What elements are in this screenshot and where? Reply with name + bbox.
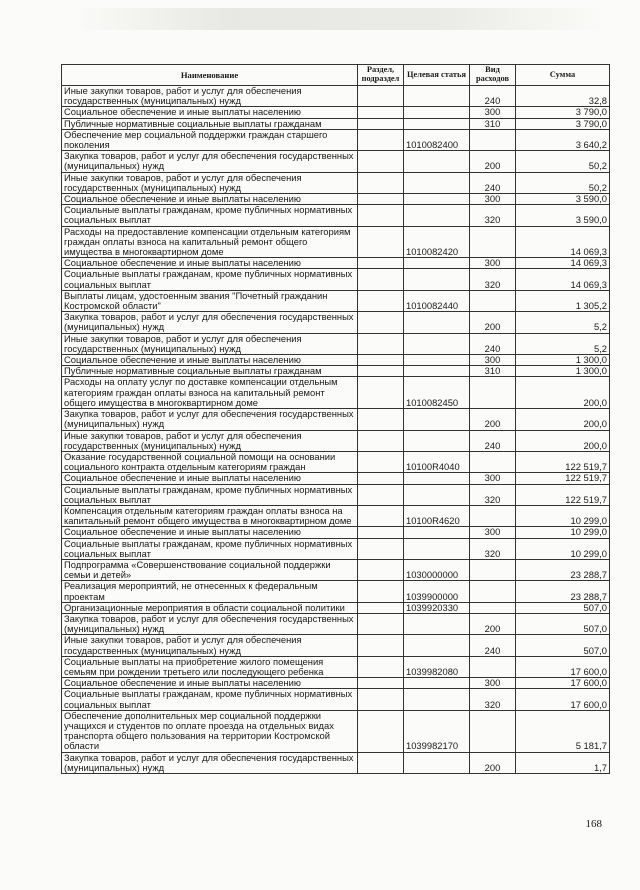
row-kind: 240	[470, 430, 516, 451]
row-kind: 240	[470, 172, 516, 193]
row-section	[358, 118, 404, 129]
row-kind	[470, 226, 516, 258]
row-name: Иные закупки товаров, работ и услуг для обеспечения государственных (муниципальных) нужд	[62, 86, 358, 107]
row-section	[358, 129, 404, 150]
row-sum: 17 600,0	[516, 678, 610, 689]
row-section	[358, 107, 404, 118]
row-kind: 300	[470, 473, 516, 484]
table-row	[62, 451, 610, 472]
row-article	[404, 333, 470, 354]
row-sum: 32,8	[516, 86, 610, 107]
row-article	[404, 366, 470, 377]
row-kind: 310	[470, 118, 516, 129]
table-row	[62, 118, 610, 129]
table-row	[62, 559, 610, 580]
row-name: Закупка товаров, работ и услуг для обеспечения государственных (муниципальных) нужд	[62, 312, 358, 333]
row-sum: 1 300,0	[516, 366, 610, 377]
table-row	[62, 366, 610, 377]
row-section	[358, 484, 404, 505]
row-article: 1039920330	[404, 602, 470, 613]
row-sum: 200,0	[516, 430, 610, 451]
row-name: Закупка товаров, работ и услуг для обеспечения государственных (муниципальных) нужд	[62, 613, 358, 634]
row-sum: 23 288,7	[516, 559, 610, 580]
row-kind	[470, 505, 516, 526]
table-row	[62, 527, 610, 538]
row-article	[404, 312, 470, 333]
row-section	[358, 86, 404, 107]
row-article	[404, 151, 470, 172]
row-article: 1010082420	[404, 226, 470, 258]
table-row	[62, 538, 610, 559]
table-row	[62, 505, 610, 526]
row-name: Социальные выплаты гражданам, кроме публичных нормативных социальных выплат	[62, 269, 358, 290]
row-section	[358, 678, 404, 689]
table-row	[62, 752, 610, 773]
row-sum: 507,0	[516, 602, 610, 613]
row-article: 10100R4040	[404, 451, 470, 472]
row-name: Обеспечение дополнительных мер социальной поддержки учащихся и студентов по оплате проезда на отдельных видах транспорта общего пользования на территории Костромской области	[62, 710, 358, 752]
table-row	[62, 581, 610, 602]
row-name: Закупка товаров, работ и услуг для обеспечения государственных (муниципальных) нужд	[62, 151, 358, 172]
table-row	[62, 312, 610, 333]
row-section	[358, 205, 404, 226]
row-article	[404, 118, 470, 129]
table-row	[62, 258, 610, 269]
table-row	[62, 710, 610, 752]
table-row	[62, 430, 610, 451]
row-kind: 200	[470, 312, 516, 333]
row-name: Иные закупки товаров, работ и услуг для обеспечения государственных (муниципальных) нужд	[62, 333, 358, 354]
row-sum: 50,2	[516, 172, 610, 193]
row-section	[358, 366, 404, 377]
row-article: 1010082400	[404, 129, 470, 150]
table-row	[62, 129, 610, 150]
row-sum: 50,2	[516, 151, 610, 172]
row-name: Социальные выплаты гражданам, кроме публичных нормативных социальных выплат	[62, 205, 358, 226]
table-row	[62, 269, 610, 290]
scan-smudge	[70, 8, 610, 30]
row-kind	[470, 451, 516, 472]
row-name: Обеспечение мер социальной поддержки граждан старшего поколения	[62, 129, 358, 150]
row-article: 1030000000	[404, 559, 470, 580]
row-article	[404, 430, 470, 451]
row-name: Социальные выплаты гражданам, кроме публичных нормативных социальных выплат	[62, 538, 358, 559]
row-article: 1010082450	[404, 377, 470, 409]
row-name: Социальные выплаты гражданам, кроме публичных нормативных социальных выплат	[62, 484, 358, 505]
row-sum: 122 519,7	[516, 473, 610, 484]
row-article	[404, 355, 470, 366]
row-section	[358, 527, 404, 538]
row-section	[358, 172, 404, 193]
row-article	[404, 473, 470, 484]
row-section	[358, 473, 404, 484]
row-kind: 200	[470, 409, 516, 430]
row-name: Публичные нормативные социальные выплаты гражданам	[62, 366, 358, 377]
row-sum: 23 288,7	[516, 581, 610, 602]
row-sum: 17 600,0	[516, 656, 610, 677]
row-section	[358, 269, 404, 290]
row-sum: 14 069,3	[516, 226, 610, 258]
row-section	[358, 377, 404, 409]
row-section	[358, 312, 404, 333]
row-name: Социальное обеспечение и иные выплаты населению	[62, 678, 358, 689]
table-row	[62, 107, 610, 118]
row-article	[404, 258, 470, 269]
row-article: 1039982170	[404, 710, 470, 752]
row-name: Иные закупки товаров, работ и услуг для обеспечения государственных (муниципальных) нужд	[62, 635, 358, 656]
row-sum: 122 519,7	[516, 484, 610, 505]
row-kind	[470, 656, 516, 677]
row-article: 1039900000	[404, 581, 470, 602]
row-kind	[470, 581, 516, 602]
row-name: Социальные выплаты гражданам, кроме публичных нормативных социальных выплат	[62, 689, 358, 710]
row-section	[358, 602, 404, 613]
table-row	[62, 151, 610, 172]
table-row	[62, 377, 610, 409]
row-section	[358, 689, 404, 710]
row-name: Подпрограмма «Совершенствование социальной поддержки семьи и детей»	[62, 559, 358, 580]
row-sum: 5 181,7	[516, 710, 610, 752]
row-name: Социальное обеспечение и иные выплаты населению	[62, 258, 358, 269]
row-sum: 3 590,0	[516, 205, 610, 226]
table-row	[62, 656, 610, 677]
row-kind: 300	[470, 527, 516, 538]
row-name: Закупка товаров, работ и услуг для обеспечения государственных (муниципальных) нужд	[62, 752, 358, 773]
row-sum: 14 069,3	[516, 269, 610, 290]
row-kind: 320	[470, 269, 516, 290]
row-kind: 320	[470, 484, 516, 505]
budget-table	[61, 64, 610, 774]
row-sum: 507,0	[516, 635, 610, 656]
row-sum: 122 519,7	[516, 451, 610, 472]
table-row	[62, 355, 610, 366]
table-row	[62, 86, 610, 107]
page-number: 168	[585, 818, 602, 830]
row-section	[358, 355, 404, 366]
row-name: Закупка товаров, работ и услуг для обеспечения государственных (муниципальных) нужд	[62, 409, 358, 430]
row-sum: 17 600,0	[516, 689, 610, 710]
row-article	[404, 527, 470, 538]
row-section	[358, 656, 404, 677]
row-kind: 300	[470, 258, 516, 269]
row-sum: 3 640,2	[516, 129, 610, 150]
row-name: Реализация мероприятий, не отнесенных к федеральным проектам	[62, 581, 358, 602]
row-name: Социальное обеспечение и иные выплаты населению	[62, 527, 358, 538]
row-article	[404, 194, 470, 205]
row-name: Расходы на оплату услуг по доставке компенсации отдельным категориям граждан оплаты взноса на капитальный ремонт общего имущества в многоквартирном доме	[62, 377, 358, 409]
table-row	[62, 473, 610, 484]
row-name: Организационные мероприятия в области социальной политики	[62, 602, 358, 613]
row-kind	[470, 710, 516, 752]
row-article	[404, 205, 470, 226]
row-section	[358, 151, 404, 172]
row-article	[404, 484, 470, 505]
row-sum: 5,2	[516, 333, 610, 354]
row-kind: 240	[470, 635, 516, 656]
row-name: Социальное обеспечение и иные выплаты населению	[62, 355, 358, 366]
row-kind	[470, 290, 516, 311]
row-sum: 10 299,0	[516, 538, 610, 559]
row-article	[404, 613, 470, 634]
row-kind: 300	[470, 355, 516, 366]
row-section	[358, 505, 404, 526]
row-article	[404, 752, 470, 773]
row-sum: 5,2	[516, 312, 610, 333]
table-row	[62, 172, 610, 193]
row-kind: 300	[470, 107, 516, 118]
table-body	[62, 86, 610, 774]
row-kind: 240	[470, 333, 516, 354]
row-kind: 310	[470, 366, 516, 377]
row-section	[358, 635, 404, 656]
row-kind	[470, 559, 516, 580]
header-sum: Сумма	[516, 65, 610, 86]
table-row	[62, 678, 610, 689]
header-section: Раздел, подраздел	[358, 65, 404, 86]
table-row	[62, 484, 610, 505]
row-kind: 200	[470, 151, 516, 172]
row-section	[358, 581, 404, 602]
table-row	[62, 205, 610, 226]
row-article	[404, 409, 470, 430]
row-section	[358, 226, 404, 258]
row-kind: 320	[470, 689, 516, 710]
row-article	[404, 107, 470, 118]
row-section	[358, 290, 404, 311]
row-name: Компенсация отдельным категориям граждан оплаты взноса на капитальный ремонт общего имущества в многоквартирном доме	[62, 505, 358, 526]
row-sum: 1,7	[516, 752, 610, 773]
row-article	[404, 689, 470, 710]
row-name: Оказание государственной социальной помощи на основании социального контракта отдельным категориям граждан	[62, 451, 358, 472]
header-article: Целевая статья	[404, 65, 470, 86]
row-name: Социальные выплаты на приобретение жилого помещения семьям при рождении третьего или последующего ребенка	[62, 656, 358, 677]
table-row	[62, 226, 610, 258]
row-sum: 200,0	[516, 409, 610, 430]
row-name: Расходы на предоставление компенсации отдельным категориям граждан оплаты взноса на капитальный ремонт общего имущества в многоквартирном доме	[62, 226, 358, 258]
row-sum: 1 300,0	[516, 355, 610, 366]
header-name: Наименование	[62, 65, 358, 86]
table-row	[62, 635, 610, 656]
row-article: 1039982080	[404, 656, 470, 677]
row-sum: 507,0	[516, 613, 610, 634]
table-row	[62, 194, 610, 205]
row-sum: 3 590,0	[516, 194, 610, 205]
row-article: 10100R4620	[404, 505, 470, 526]
row-kind: 300	[470, 194, 516, 205]
row-kind: 240	[470, 86, 516, 107]
row-kind: 200	[470, 752, 516, 773]
row-section	[358, 710, 404, 752]
row-name: Социальное обеспечение и иные выплаты населению	[62, 473, 358, 484]
table-row	[62, 290, 610, 311]
row-kind: 300	[470, 678, 516, 689]
row-section	[358, 538, 404, 559]
row-kind: 320	[470, 538, 516, 559]
row-sum: 14 069,3	[516, 258, 610, 269]
row-article	[404, 86, 470, 107]
row-sum: 1 305,2	[516, 290, 610, 311]
table-row	[62, 602, 610, 613]
row-sum: 3 790,0	[516, 118, 610, 129]
row-article	[404, 172, 470, 193]
row-name: Социальное обеспечение и иные выплаты населению	[62, 194, 358, 205]
row-sum: 3 790,0	[516, 107, 610, 118]
row-kind: 200	[470, 613, 516, 634]
row-section	[358, 194, 404, 205]
row-name: Иные закупки товаров, работ и услуг для обеспечения государственных (муниципальных) нужд	[62, 430, 358, 451]
table-header-row	[62, 65, 610, 86]
row-kind	[470, 129, 516, 150]
row-section	[358, 559, 404, 580]
row-sum: 10 299,0	[516, 505, 610, 526]
table-row	[62, 409, 610, 430]
row-article	[404, 678, 470, 689]
header-kind: Вид расходов	[470, 65, 516, 86]
row-name: Социальное обеспечение и иные выплаты населению	[62, 107, 358, 118]
row-section	[358, 752, 404, 773]
row-name: Публичные нормативные социальные выплаты гражданам	[62, 118, 358, 129]
row-name: Иные закупки товаров, работ и услуг для обеспечения государственных (муниципальных) нужд	[62, 172, 358, 193]
row-article	[404, 538, 470, 559]
row-section	[358, 430, 404, 451]
row-name: Выплаты лицам, удостоенным звания "Почетный гражданин Костромской области"	[62, 290, 358, 311]
row-section	[358, 613, 404, 634]
row-sum: 200,0	[516, 377, 610, 409]
row-sum: 10 299,0	[516, 527, 610, 538]
row-kind: 320	[470, 205, 516, 226]
table-row	[62, 689, 610, 710]
row-article: 1010082440	[404, 290, 470, 311]
row-section	[358, 409, 404, 430]
row-kind	[470, 602, 516, 613]
row-section	[358, 451, 404, 472]
row-kind	[470, 377, 516, 409]
row-section	[358, 258, 404, 269]
row-article	[404, 269, 470, 290]
table-row	[62, 613, 610, 634]
row-article	[404, 635, 470, 656]
row-section	[358, 333, 404, 354]
table-row	[62, 333, 610, 354]
